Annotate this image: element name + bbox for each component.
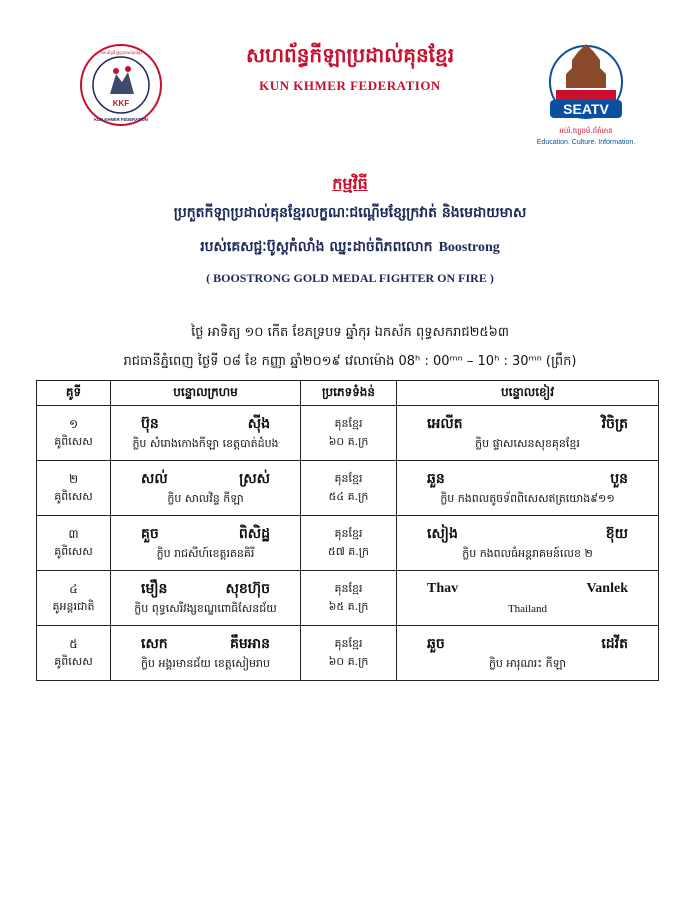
bout-number: ១	[68, 417, 79, 431]
blue-fighter-cell	[397, 626, 659, 681]
seatv-logo	[536, 38, 636, 150]
seatv-logo-name: SEATV	[563, 101, 609, 117]
bout-number-cell	[37, 406, 111, 461]
red-fighter-cell	[111, 626, 301, 681]
program-subtitle-line2	[0, 237, 700, 258]
blue-fighter-name	[401, 633, 654, 655]
table-row	[37, 406, 659, 461]
red-fighter-club: ក្លិប សំរោងកោងកីឡា ខេត្តបាត់ដំបង	[132, 437, 279, 450]
table-row	[37, 461, 659, 516]
category-style: គុនខ្មែរ	[334, 472, 363, 485]
category-style: គុនខ្មែរ	[334, 582, 363, 595]
red-first-name: គួច	[141, 526, 159, 542]
category-weight: ៦០ គ.ក្រ	[328, 435, 369, 448]
blue-first-name: Thav	[427, 581, 459, 596]
bout-table	[36, 380, 659, 681]
blue-first-name: ឆួន	[427, 471, 445, 487]
blue-fighter-cell	[397, 516, 659, 571]
blue-fighter-cell	[397, 406, 659, 461]
header-category: ប្រភេទទំងន់	[301, 381, 397, 406]
table-header-row	[37, 381, 659, 406]
table-row	[37, 571, 659, 626]
blue-last-name: ខ៊ុយ	[605, 526, 628, 542]
red-fighter-name	[115, 413, 296, 435]
blue-first-name: អេលីត	[427, 416, 463, 432]
blue-last-name: វិចិត្រ	[601, 416, 628, 432]
bout-number: ៤	[69, 582, 78, 596]
category-style: គុនខ្មែរ	[334, 527, 363, 540]
program-line2-english: Boostrong	[438, 240, 500, 255]
bout-number: ៥	[69, 637, 78, 651]
blue-first-name: ឆួច	[427, 636, 445, 652]
bout-number: ៣	[68, 527, 79, 541]
header-blue-corner: បន្ទោលខៀវ	[397, 381, 659, 406]
red-fighter-club: ក្លិប អង្គរមានជ័យ ខេត្តសៀមរាប	[141, 657, 270, 670]
seatv-tagline-english: Education. Culture. Information.	[536, 139, 636, 146]
header-no: គូទី	[37, 381, 111, 406]
blue-last-name: បួន	[610, 471, 628, 487]
kkf-logo-top-text: សហព័ន្ធកីឡាប្រដាល់គុនខ្មែរ	[100, 50, 142, 55]
bout-class: គូពិសេស	[54, 655, 93, 668]
red-fighter-club: ក្លិប រាជសីហ៍ខេត្តរតនគិរី	[156, 547, 255, 560]
blue-fighter-club: ក្លិប កងពលតូចទ័ពពិសេសឥត្រយោង៩១១	[440, 492, 615, 505]
program-subtitle-line1: ប្រកួតកីឡាប្រដាល់គុនខ្មែរលក្ខណៈជណ្តើមខ្សែក្រវាត់ និងមេដាយមាស	[173, 205, 527, 221]
red-first-name: សេក	[141, 636, 168, 652]
program-title	[0, 173, 700, 197]
red-last-name: គឹមអាន	[230, 636, 270, 652]
category-style: គុនខ្មែរ	[334, 637, 363, 650]
kkf-logo	[80, 44, 162, 126]
table-row	[37, 626, 659, 681]
bout-class: គូពិសេស	[54, 545, 93, 558]
red-fighter-cell	[111, 406, 301, 461]
red-fighter-club: ក្លិប សាលវិន្ទ កីឡា	[167, 492, 244, 505]
red-fighter-name	[115, 578, 296, 600]
blue-fighter-club: ក្លិប អារុណរះ កីឡា	[488, 657, 567, 670]
category-weight: ៥៤ គ.ក្រ	[328, 490, 369, 503]
blue-fighter-name	[401, 523, 654, 545]
bout-class: គូអន្តរជាតិ	[52, 600, 95, 613]
bout-class: គូពិសេស	[54, 435, 93, 448]
category-cell	[301, 626, 397, 681]
category-style: គុនខ្មែរ	[334, 417, 363, 430]
red-last-name: សុខហ៊ុច	[225, 581, 270, 597]
bout-number-cell	[37, 516, 111, 571]
seatv-tagline-khmer: អប់រំ.វប្បធម៌.ព័ត៌មាន	[559, 127, 613, 135]
blue-fighter-club: ក្លិប កងពលធំអន្តរាគមន៍លេខ ២	[462, 547, 593, 560]
red-fighter-cell	[111, 571, 301, 626]
blue-fighter-club: Thailand	[507, 603, 548, 615]
red-last-name: ស្រស់	[239, 471, 270, 487]
program-line2-khmer: របស់គេសជ្ជៈប៊ូស្តកំលាំង ឈ្នះដាច់ពិភពលោក	[200, 239, 433, 255]
blue-first-name: សៀង	[427, 526, 458, 542]
red-fighter-cell	[111, 516, 301, 571]
blue-fighter-club: ក្លិប ផ្ទាសសេនសុខគុនខ្មែរ	[475, 437, 580, 450]
blue-fighter-name	[401, 578, 654, 600]
blue-fighter-cell	[397, 571, 659, 626]
federation-name-english: KUN KHMER FEDERATION	[259, 78, 441, 93]
category-cell	[301, 516, 397, 571]
category-cell	[301, 571, 397, 626]
blue-fighter-name	[401, 413, 654, 435]
blue-fighter-cell	[397, 461, 659, 516]
blue-fighter-name	[401, 468, 654, 490]
federation-name-khmer: សហព័ន្ធកីឡាប្រដាល់គុនខ្មែរ	[245, 43, 455, 67]
red-first-name: សល់	[141, 471, 168, 487]
blue-last-name: Vanlek	[586, 581, 628, 596]
kkf-logo-center: KKF	[112, 99, 130, 108]
bout-number-cell	[37, 461, 111, 516]
program-title-text: កម្មវិធី	[332, 174, 368, 193]
header-red-corner: បន្ទោលក្រហម	[111, 381, 301, 406]
category-weight: ៦៥ គ.ក្រ	[328, 600, 369, 613]
category-cell	[301, 406, 397, 461]
red-last-name: ពិសិដ្ឋ	[238, 526, 270, 542]
table-row	[37, 516, 659, 571]
blue-last-name: ដេវីត	[601, 636, 628, 652]
bout-class: គូពិសេស	[54, 490, 93, 503]
program-subtitle-line3: ( BOOSTRONG GOLD MEDAL FIGHTER ON FIRE )	[206, 271, 494, 285]
time-line: រាជធានីភ្នំពេញ ថ្ងៃទី ០៨ ខែ កញ្ញា ឆ្នាំ២០១៩ វេលាម៉ោង 08ʰ : 00ᵐⁿ – 10ʰ : 30ᵐⁿ (ព្រឹក)	[123, 354, 577, 369]
category-weight: ៦០ គ.ក្រ	[328, 655, 369, 668]
date-line: ថ្ងៃ អាទិត្យ ១០ កើត ខែភទ្របទ ឆ្នាំកុរ ឯកស័ក ពុទ្ធសករាជ២៥៦៣	[191, 325, 509, 340]
red-fighter-club: ក្លិប ពុទ្ធសេរីវង្សខណ្ឌពោធិសែនជ័យ	[134, 602, 277, 615]
category-cell	[301, 461, 397, 516]
red-fighter-name	[115, 468, 296, 490]
bout-number-cell	[37, 626, 111, 681]
category-weight: ៥៧ គ.ក្រ	[327, 545, 370, 558]
red-first-name: ប៊ុន	[141, 416, 159, 432]
bout-number-cell	[37, 571, 111, 626]
bout-number: ២	[68, 472, 79, 486]
kkf-logo-bottom-text: KUN KHMER FEDERATION	[94, 117, 148, 122]
red-fighter-name	[115, 523, 296, 545]
red-first-name: មឿន	[141, 581, 168, 597]
red-fighter-cell	[111, 461, 301, 516]
red-last-name: ស៊ីង	[247, 416, 270, 432]
red-fighter-name	[115, 633, 296, 655]
